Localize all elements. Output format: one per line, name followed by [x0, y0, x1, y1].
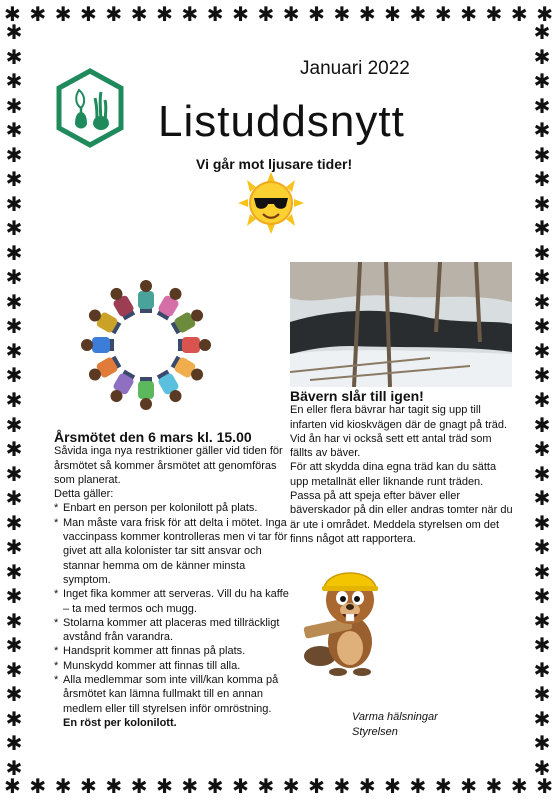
list-item: * Munskydd kommer att finnas till alla. [54, 659, 294, 673]
border-star-icon: ✱ [5, 387, 23, 412]
border-star-icon: ✱ [384, 774, 401, 798]
border-star-icon: ✱ [5, 338, 23, 363]
newsletter-title: Listuddsnytt [158, 97, 405, 146]
border-star-icon: ✱ [29, 2, 47, 26]
border-star-icon: ✱ [29, 774, 47, 798]
list-item: * Stolarna kommer att placeras med tillräckligt avstånd från varandra. [54, 616, 294, 645]
border-star-icon: ✱ [533, 608, 551, 633]
border-star-icon: ✱ [533, 142, 551, 167]
border-star-icon: ✱ [5, 559, 23, 584]
arsmote-rules-list [54, 501, 294, 715]
border-star-icon: ✱ [5, 289, 23, 314]
border-star-icon: ✱ [5, 167, 23, 192]
list-item: * Man måste vara frisk för att delta i mötet. Inga vaccinpass kommer kontrolleras men vi tar för givet att alla kolonister tar sitt ansvar och stannar hemma om de känner minsta symptom. [54, 516, 294, 587]
border-star-icon: ✱ [5, 657, 23, 682]
border-star-icon: ✱ [533, 584, 551, 609]
border-star-icon: ✱ [308, 2, 325, 26]
border-star-icon: ✱ [358, 774, 376, 798]
border-star-icon: ✱ [5, 265, 23, 290]
border-star-icon: ✱ [533, 289, 551, 314]
border-star-icon: ✱ [130, 774, 148, 798]
border-star-icon: ✱ [510, 774, 528, 798]
border-star-icon: ✱ [5, 118, 23, 143]
border-star-icon: ✱ [533, 535, 551, 560]
border-star-icon: ✱ [533, 118, 551, 143]
border-star-icon: ✱ [533, 706, 551, 731]
border-star-icon: ✱ [533, 559, 551, 584]
border-star-icon: ✱ [206, 774, 224, 798]
border-star-icon: ✱ [533, 44, 551, 69]
border-star-icon: ✱ [333, 774, 351, 798]
border-star-icon: ✱ [5, 755, 23, 780]
border-star-icon: ✱ [5, 363, 23, 388]
people-circle-illustration [76, 270, 216, 420]
arsmote-emphasis: En röst per kolonilott. [63, 716, 177, 729]
border-star-icon: ✱ [533, 20, 551, 44]
baver-heading: Bävern slår till igen! [290, 388, 424, 404]
border-star-icon: ✱ [485, 2, 503, 26]
border-star-icon: ✱ [5, 240, 23, 265]
border-star-icon: ✱ [5, 412, 23, 437]
border-star-icon: ✱ [533, 731, 551, 756]
border-star-icon: ✱ [105, 2, 123, 26]
border-star-icon: ✱ [5, 69, 23, 94]
baver-paragraph: Passa på att speja efter bäver eller bäverskador på din eller andras tomter när du är ute i området. Meddela styrelsen om det finns något att rapportera. [290, 490, 513, 545]
border-star-icon: ✱ [536, 2, 553, 26]
border-star-icon: ✱ [510, 2, 528, 26]
border-star-icon: ✱ [5, 93, 23, 118]
sun-sunglasses-icon [236, 172, 306, 234]
beaver-cartoon-icon [298, 560, 393, 678]
border-star-icon: ✱ [533, 240, 551, 265]
arsmote-heading: Årsmötet den 6 mars kl. 15.00 [54, 429, 252, 445]
border-star-icon: ✱ [5, 731, 23, 756]
arsmote-section [54, 430, 294, 730]
border-star-icon: ✱ [533, 387, 551, 412]
border-star-icon: ✱ [5, 486, 23, 511]
border-star-icon: ✱ [5, 142, 23, 167]
border-star-icon: ✱ [257, 2, 275, 26]
border-bottom [0, 774, 557, 798]
baver-paragraph: En eller flera bävrar har tagit sig upp till infarten vid kioskvägen där de gnagt på träd. Vid ån har vi också sett ett antal träd som fällts av bäver. [290, 404, 508, 460]
border-star-icon: ✱ [533, 412, 551, 437]
border-left [2, 22, 26, 778]
border-star-icon: ✱ [5, 535, 23, 560]
border-star-icon: ✱ [533, 216, 551, 241]
closing-line: Varma hälsningar [352, 711, 438, 723]
person-figure [178, 337, 211, 353]
border-star-icon: ✱ [80, 774, 97, 798]
border-star-icon: ✱ [5, 584, 23, 609]
border-star-icon: ✱ [533, 314, 551, 339]
border-star-icon: ✱ [485, 774, 503, 798]
border-star-icon: ✱ [5, 706, 23, 731]
border-star-icon: ✱ [536, 774, 553, 798]
border-star-icon: ✱ [5, 191, 23, 216]
border-star-icon: ✱ [533, 191, 551, 216]
border-star-icon: ✱ [533, 755, 551, 780]
newsletter-subtitle: Vi går mot ljusare tider! [196, 156, 353, 172]
border-star-icon: ✱ [533, 510, 551, 535]
arsmote-intro: Såvida inga nya restriktioner gäller vid tiden för årsmötet så kommer årsmötet att genomföras som planerat. [54, 445, 283, 486]
border-star-icon: ✱ [434, 774, 452, 798]
issue-date: Januari 2022 [300, 58, 410, 79]
border-star-icon: ✱ [5, 461, 23, 486]
border-star-icon: ✱ [232, 2, 249, 26]
border-star-icon: ✱ [5, 633, 23, 658]
border-star-icon: ✱ [409, 2, 427, 26]
border-star-icon: ✱ [308, 774, 325, 798]
person-figure [138, 377, 154, 410]
list-item: * Inget fika kommer att serveras. Vill du ha kaffe – ta med termos och mugg. [54, 587, 294, 616]
border-star-icon: ✱ [358, 2, 376, 26]
border-star-icon: ✱ [533, 265, 551, 290]
arsmote-rules-label: Detta gäller: [54, 488, 114, 501]
border-star-icon: ✱ [533, 93, 551, 118]
border-star-icon: ✱ [257, 774, 275, 798]
list-item: * Alla medlemmar som inte vill/kan komma på årsmötet kan lämna fullmakt till en annan medlem eller till styrelsen inför omröstning. [54, 673, 294, 716]
border-star-icon: ✱ [409, 774, 427, 798]
border-star-icon: ✱ [5, 20, 23, 44]
border-star-icon: ✱ [5, 437, 23, 462]
border-star-icon: ✱ [434, 2, 452, 26]
border-star-icon: ✱ [5, 682, 23, 707]
border-star-icon: ✱ [5, 608, 23, 633]
border-top [0, 2, 557, 26]
border-star-icon: ✱ [130, 2, 148, 26]
person-figure [138, 280, 154, 313]
closing-signature: Styrelsen [352, 726, 398, 738]
border-star-icon: ✱ [460, 2, 477, 26]
border-star-icon: ✱ [232, 774, 249, 798]
border-star-icon: ✱ [54, 2, 72, 26]
border-star-icon: ✱ [282, 774, 300, 798]
border-star-icon: ✱ [533, 363, 551, 388]
border-star-icon: ✱ [54, 774, 72, 798]
border-star-icon: ✱ [533, 682, 551, 707]
border-star-icon: ✱ [533, 633, 551, 658]
border-star-icon: ✱ [333, 2, 351, 26]
person-figure [81, 337, 114, 353]
border-star-icon: ✱ [5, 314, 23, 339]
border-star-icon: ✱ [533, 437, 551, 462]
border-star-icon: ✱ [533, 167, 551, 192]
border-star-icon: ✱ [4, 2, 21, 26]
border-star-icon: ✱ [533, 69, 551, 94]
border-star-icon: ✱ [533, 338, 551, 363]
border-star-icon: ✱ [5, 44, 23, 69]
closing-greeting [352, 710, 438, 740]
border-star-icon: ✱ [5, 510, 23, 535]
border-star-icon: ✱ [533, 657, 551, 682]
border-star-icon: ✱ [5, 216, 23, 241]
beaver-damage-photo [290, 262, 512, 387]
border-right [530, 22, 554, 778]
list-item: * Enbart en person per kolonilott på plats. [54, 501, 294, 515]
border-star-icon: ✱ [533, 486, 551, 511]
border-star-icon: ✱ [282, 2, 300, 26]
border-star-icon: ✱ [181, 2, 199, 26]
baver-section [290, 389, 515, 546]
border-star-icon: ✱ [384, 2, 401, 26]
border-star-icon: ✱ [206, 2, 224, 26]
border-star-icon: ✱ [4, 774, 21, 798]
border-star-icon: ✱ [156, 2, 173, 26]
border-star-icon: ✱ [533, 461, 551, 486]
border-star-icon: ✱ [181, 774, 199, 798]
border-star-icon: ✱ [460, 774, 477, 798]
border-star-icon: ✱ [80, 2, 97, 26]
tulip-logo [55, 68, 125, 148]
border-star-icon: ✱ [105, 774, 123, 798]
list-item: * Handsprit kommer att finnas på plats. [54, 644, 294, 658]
baver-paragraph: För att skydda dina egna träd kan du sätta upp metallnät eller liknande runt träden. [290, 461, 497, 488]
border-star-icon: ✱ [156, 774, 173, 798]
